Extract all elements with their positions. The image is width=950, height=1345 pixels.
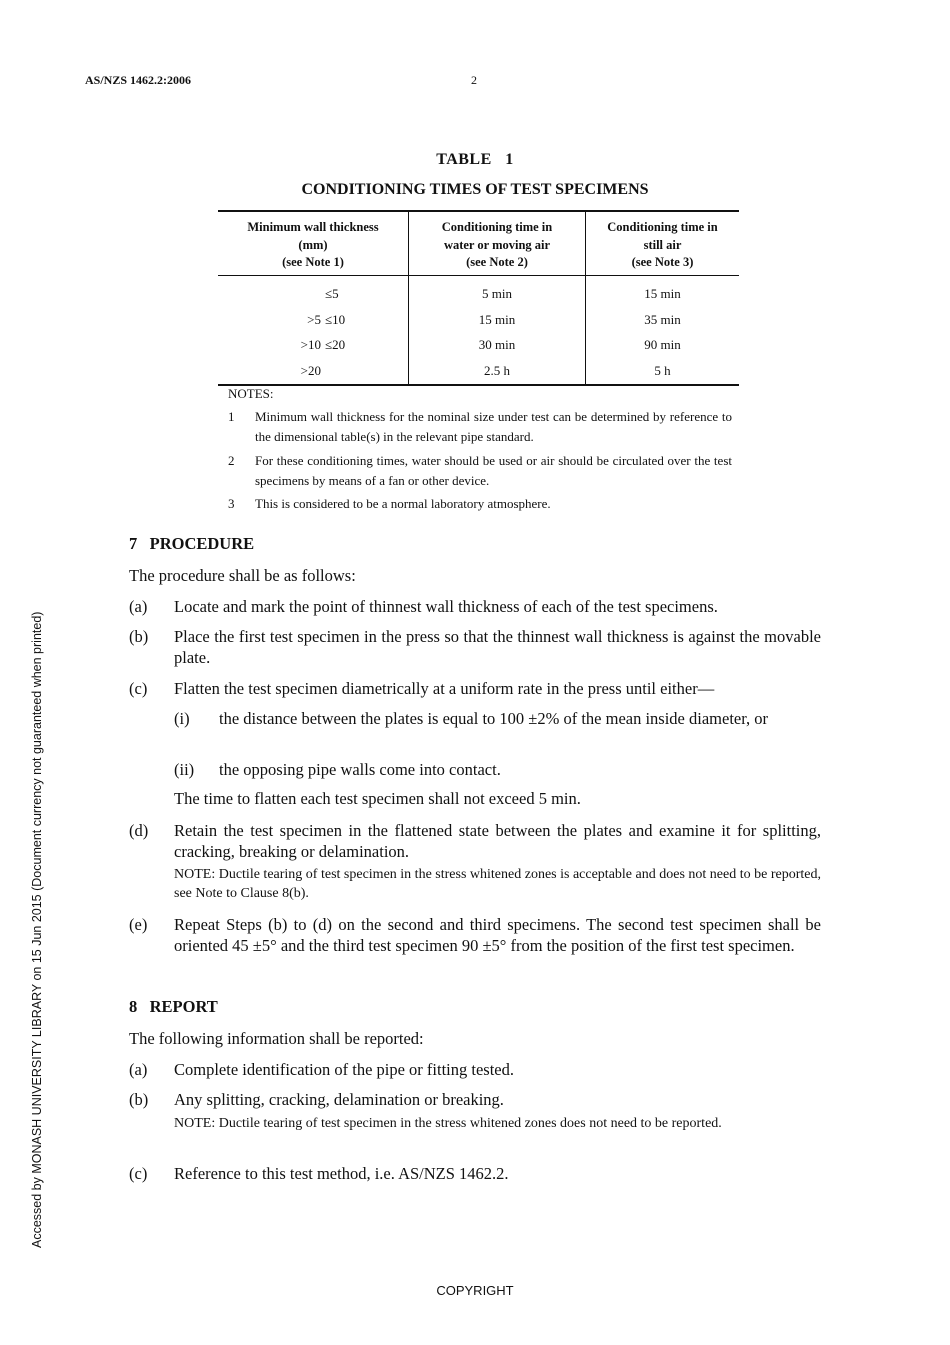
procedure-step-e: (e) Repeat Steps (b) to (d) on the second and third specimens. The second test specimen shall be oriented 45 ±5° and the third test specimen 90 ±5° from the position of the first test specimen. (129, 915, 821, 955)
table-row: >20 2.5 h 5 h (218, 358, 739, 385)
section-heading-report: 8 REPORT (129, 997, 218, 1016)
table-row: ≤5 5 min 15 min (218, 275, 739, 307)
procedure-step-d-note: NOTE: Ductile tearing of test specimen in the stress whitened zones is acceptable and does not need to be reported, see Note to Clause 8(b). (174, 867, 821, 901)
table-note-1: 1 Minimum wall thickness for the nominal size under test can be determined by reference to the dimensional table(s) in the relevant pipe standard. (228, 409, 732, 444)
report-item-a: (a) Complete identification of the pipe or fitting tested. (129, 1060, 514, 1079)
report-item-b-note: NOTE: Ductile tearing of test specimen in the stress whitened zones does not need to be reported. (174, 1116, 722, 1131)
procedure-step-c-i: (i) the distance between the plates is equal to 100 ±2% of the mean inside diameter, or (174, 709, 769, 728)
page-number: 2 (471, 73, 477, 87)
procedure-step-b: (b) Place the first test specimen in the press so that the thinnest wall thickness is against the movable plate. (129, 627, 821, 667)
procedure-step-c-ii: (ii) the opposing pipe walls come into contact. (174, 760, 501, 779)
column-header-wall-thickness: Minimum wall thickness (mm) (see Note 1) (218, 211, 409, 275)
table-row: >5 ≤10 15 min 35 min (218, 307, 739, 333)
table-title: CONDITIONING TIMES OF TEST SPECIMENS (301, 181, 649, 198)
column-header-still-air: Conditioning time in still air (see Note 3) (586, 211, 740, 275)
procedure-intro: The procedure shall be as follows: (129, 566, 356, 585)
table-number: TABLE 1 (436, 151, 514, 168)
notes-heading: NOTES: (228, 386, 274, 401)
access-notice: Accessed by MONASH UNIVERSITY LIBRARY on 15 Jun 2015 (Document currency not guaranteed when printed) (30, 611, 44, 1248)
conditioning-times-table (218, 210, 739, 386)
procedure-step-c: (c) Flatten the test specimen diametrically at a uniform rate in the press until either— (129, 679, 715, 698)
copyright-footer: COPYRIGHT (436, 1283, 514, 1298)
section-heading-procedure: 7 PROCEDURE (129, 534, 255, 553)
report-intro: The following information shall be reported: (129, 1029, 424, 1048)
procedure-step-a: (a) Locate and mark the point of thinnest wall thickness of each of the test specimens. (129, 597, 718, 616)
procedure-step-d: (d) Retain the test specimen in the flattened state between the plates and examine it for splitting, cracking, breaking or delamination. (129, 821, 821, 861)
column-header-water-moving-air: Conditioning time in water or moving air (see Note 2) (409, 211, 586, 275)
standard-designation: AS/NZS 1462.2:2006 (85, 73, 192, 87)
table-note-3: 3 This is considered to be a normal laboratory atmosphere. (228, 496, 551, 511)
table-note-2: 2 For these conditioning times, water should be used or air should be circulated over the test specimens by means of a fan or other device. (228, 453, 732, 488)
report-item-c: (c) Reference to this test method, i.e. AS/NZS 1462.2. (129, 1164, 509, 1183)
table-row: >10 ≤20 30 min 90 min (218, 333, 739, 359)
report-item-b: (b) Any splitting, cracking, delamination or breaking. (129, 1090, 504, 1109)
procedure-step-c-time-limit: The time to flatten each test specimen shall not exceed 5 min. (174, 789, 581, 808)
